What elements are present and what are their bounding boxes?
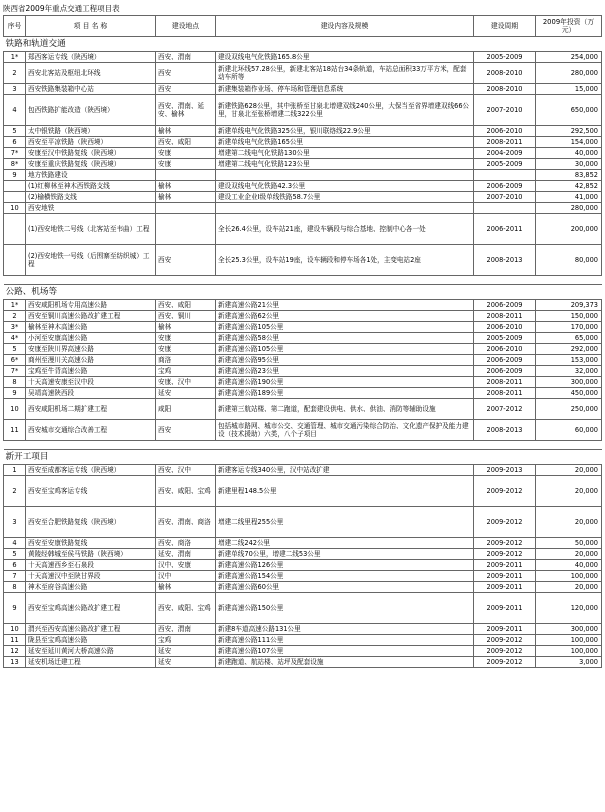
- project-place: 延安: [156, 657, 216, 668]
- project-content: 新建第三航站楼、第二跑道，配套建设供电、供水、供油、消防等辅助设施: [216, 399, 474, 420]
- project-period: 2008-2011: [474, 137, 536, 148]
- project-content: 新建高速公路23公里: [216, 366, 474, 377]
- project-period: 2005-2009: [474, 333, 536, 344]
- project-content: 新建高速公路150公里: [216, 593, 474, 624]
- project-period: 2006-2009: [474, 355, 536, 366]
- section-heading: 铁路和轨道交通: [4, 37, 602, 52]
- project-place: [156, 203, 216, 214]
- project-period: 2005-2009: [474, 52, 536, 63]
- project-investment: 280,000: [536, 203, 602, 214]
- project-name: 西安至宝鸡高速公路改扩建工程: [26, 593, 156, 624]
- row-number: 11: [4, 635, 26, 646]
- project-content: 全长25.3公里，设车站19座，设车辆段和停车场各1处，主变电站2座: [216, 245, 474, 276]
- project-investment: 60,000: [536, 420, 602, 441]
- project-place: 延安、渭南: [156, 549, 216, 560]
- table-row: [4, 635, 602, 646]
- project-period: 2008-2013: [474, 420, 536, 441]
- row-number: 5: [4, 549, 26, 560]
- row-number: 1*: [4, 300, 26, 311]
- project-place: 西安、渭南、商洛: [156, 507, 216, 538]
- project-investment: 280,000: [536, 63, 602, 84]
- project-place: 西安、咸阳、宝鸡: [156, 593, 216, 624]
- table-row: [4, 300, 602, 311]
- project-period: 2006-2009: [474, 181, 536, 192]
- section-heading-row: [4, 285, 602, 300]
- project-place: 安康: [156, 344, 216, 355]
- project-name: 吴靖高速陕西段: [26, 388, 156, 399]
- project-content: 新建单线电气化铁路325公里，银川联络线22.9公里: [216, 126, 474, 137]
- table-row: [4, 95, 602, 126]
- project-name: 十天高速安康至汉中段: [26, 377, 156, 388]
- row-number: 8*: [4, 159, 26, 170]
- project-content: 新建高速公路21公里: [216, 300, 474, 311]
- project-period: 2007-2012: [474, 399, 536, 420]
- project-place: 延安: [156, 646, 216, 657]
- table-row: [4, 476, 602, 507]
- project-period: 2009-2011: [474, 560, 536, 571]
- project-name: 神木至府谷高速公路: [26, 582, 156, 593]
- project-investment: 40,000: [536, 148, 602, 159]
- project-investment: 83,852: [536, 170, 602, 181]
- project-name: 黄陵经韩城至侯马铁路（陕西境）: [26, 549, 156, 560]
- project-name: 西安地铁: [26, 203, 156, 214]
- project-place: 西安: [156, 63, 216, 84]
- project-period: 2009-2012: [474, 549, 536, 560]
- project-content: 新建高速公路105公里: [216, 344, 474, 355]
- section-spacer: [4, 276, 602, 285]
- row-number: 2: [4, 63, 26, 84]
- project-period: 2005-2009: [474, 159, 536, 170]
- project-investment: 292,000: [536, 344, 602, 355]
- project-period: 2006-2010: [474, 344, 536, 355]
- project-content: 新建8车道高速公路131公里: [216, 624, 474, 635]
- table-row: [4, 549, 602, 560]
- project-content: 新建高速公路190公里: [216, 377, 474, 388]
- row-number: 6*: [4, 355, 26, 366]
- project-place: 榆林: [156, 322, 216, 333]
- project-name: 安康至重庆铁路复线（陕西境）: [26, 159, 156, 170]
- project-name: 西安至铜川高速公路改扩建工程: [26, 311, 156, 322]
- project-investment: 250,000: [536, 399, 602, 420]
- project-content: 新建高速公路95公里: [216, 355, 474, 366]
- project-content: 建设双线电气化铁路42.3公里: [216, 181, 474, 192]
- row-number: 7: [4, 571, 26, 582]
- project-name: 宝鸡至牛背高速公路: [26, 366, 156, 377]
- project-period: 2008-2011: [474, 377, 536, 388]
- project-name: 安康至陕川界高速公路: [26, 344, 156, 355]
- project-period: 2008-2010: [474, 84, 536, 95]
- row-number: [4, 214, 26, 245]
- project-content: 增建第二线电气化铁路123公里: [216, 159, 474, 170]
- project-investment: 65,000: [536, 333, 602, 344]
- project-content: 新建里程148.5公里: [216, 476, 474, 507]
- project-investment: 20,000: [536, 476, 602, 507]
- project-place: 西安、咸阳: [156, 300, 216, 311]
- table-row: [4, 245, 602, 276]
- project-name: 安康至汉中铁路复线（陕西境）: [26, 148, 156, 159]
- project-name: 延安机场迁建工程: [26, 657, 156, 668]
- project-name: (1)红柳林至神木西铁路支线: [26, 181, 156, 192]
- table-row: [4, 657, 602, 668]
- project-period: 2008-2010: [474, 63, 536, 84]
- row-number: 2: [4, 311, 26, 322]
- project-investment: 170,000: [536, 322, 602, 333]
- project-investment: 42,852: [536, 181, 602, 192]
- project-investment: 40,000: [536, 560, 602, 571]
- project-content: 新建高速公路111公里: [216, 635, 474, 646]
- project-investment: 15,000: [536, 84, 602, 95]
- project-place: 汉中: [156, 571, 216, 582]
- section-heading-row: [4, 450, 602, 465]
- project-place: 榆林: [156, 181, 216, 192]
- row-number: 6: [4, 137, 26, 148]
- project-investment: 153,000: [536, 355, 602, 366]
- project-content: 新建高速公路107公里: [216, 646, 474, 657]
- project-content: 新建高速公路60公里: [216, 582, 474, 593]
- project-period: 2009-2011: [474, 593, 536, 624]
- project-place: 安康: [156, 333, 216, 344]
- project-place: 西安、渭南、延安、榆林: [156, 95, 216, 126]
- project-period: 2006-2009: [474, 300, 536, 311]
- project-name: 西安咸阳机场专用高速公路: [26, 300, 156, 311]
- row-number: 10: [4, 624, 26, 635]
- project-content: 建设工业企业Ⅰ级单线铁路58.7公里: [216, 192, 474, 203]
- table-row: [4, 465, 602, 476]
- project-investment: 209,373: [536, 300, 602, 311]
- project-period: 2008-2011: [474, 388, 536, 399]
- project-place: 咸阳: [156, 399, 216, 420]
- project-place: 西安: [156, 420, 216, 441]
- project-name: 包西铁路扩能改造（陕西境）: [26, 95, 156, 126]
- project-name: 地方铁路建设: [26, 170, 156, 181]
- project-period: 2007-2010: [474, 95, 536, 126]
- project-name: (2)榆横铁路支线: [26, 192, 156, 203]
- row-number: [4, 245, 26, 276]
- project-name: 太中银铁路（陕西境）: [26, 126, 156, 137]
- project-investment: 254,000: [536, 52, 602, 63]
- table-row: [4, 52, 602, 63]
- project-content: 新建北环线57.28公里，新建北客站18站台34条轨道，车站总面积33万平方米，配套动车所等: [216, 63, 474, 84]
- row-number: 1: [4, 465, 26, 476]
- row-number: 3: [4, 507, 26, 538]
- project-content: 新建高速公路105公里: [216, 322, 474, 333]
- project-table: [3, 15, 602, 668]
- spacer-cell: [4, 276, 602, 285]
- table-row: [4, 366, 602, 377]
- project-place: 西安、渭南: [156, 624, 216, 635]
- table-row: [4, 181, 602, 192]
- row-number: 4: [4, 95, 26, 126]
- table-row: [4, 148, 602, 159]
- project-period: 2008-2013: [474, 245, 536, 276]
- project-content: 全长26.4公里，设车站21座，建设车辆段与综合基地、控制中心各一处: [216, 214, 474, 245]
- project-period: 2009-2011: [474, 571, 536, 582]
- project-place: 汉中、安康: [156, 560, 216, 571]
- project-place: 西安、咸阳、宝鸡: [156, 476, 216, 507]
- project-content: 新建高速公路58公里: [216, 333, 474, 344]
- project-place: 西安、汉中: [156, 465, 216, 476]
- col-header-no: 序号: [4, 16, 26, 37]
- row-number: 8: [4, 582, 26, 593]
- project-name: 郑西客运专线（陕西境）: [26, 52, 156, 63]
- project-investment: 120,000: [536, 593, 602, 624]
- project-place: 商洛: [156, 355, 216, 366]
- project-period: 2009-2012: [474, 538, 536, 549]
- project-investment: 41,000: [536, 192, 602, 203]
- project-period: 2009-2011: [474, 624, 536, 635]
- project-investment: 100,000: [536, 571, 602, 582]
- project-investment: 20,000: [536, 549, 602, 560]
- project-investment: 80,000: [536, 245, 602, 276]
- project-period: 2006-2009: [474, 366, 536, 377]
- project-name: 西安咸阳机场二期扩建工程: [26, 399, 156, 420]
- table-row: [4, 311, 602, 322]
- project-name: (1)西安地铁二号线（北客站至韦曲）工程: [26, 214, 156, 245]
- col-header-invest: 2009年投资（万元）: [536, 16, 602, 37]
- table-row: [4, 137, 602, 148]
- table-row: [4, 377, 602, 388]
- project-place: 西安: [156, 245, 216, 276]
- project-place: 西安: [156, 84, 216, 95]
- table-row: [4, 646, 602, 657]
- row-number: 3*: [4, 322, 26, 333]
- project-period: [474, 170, 536, 181]
- row-number: 10: [4, 203, 26, 214]
- project-content: 新建高速公路189公里: [216, 388, 474, 399]
- project-content: 新建高速公路154公里: [216, 571, 474, 582]
- project-name: 西安至合肥铁路复线（陕西境）: [26, 507, 156, 538]
- project-period: 2006-2011: [474, 214, 536, 245]
- row-number: 12: [4, 646, 26, 657]
- project-name: 渭兴至西安高速公路改扩建工程: [26, 624, 156, 635]
- project-content: 新建高速公路62公里: [216, 311, 474, 322]
- project-place: 延安: [156, 388, 216, 399]
- project-place: 安康、汉中: [156, 377, 216, 388]
- project-content: [216, 170, 474, 181]
- row-number: 10: [4, 399, 26, 420]
- project-name: 陇县至宝鸡高速公路: [26, 635, 156, 646]
- section-spacer: [4, 441, 602, 450]
- project-name: 小河至安康高速公路: [26, 333, 156, 344]
- project-content: 新建铁路628公里，其中张桥至甘泉北增建双线240公里，大保当至省界增建双线66公里，甘泉北至张桥增建二线322公里: [216, 95, 474, 126]
- project-place: 榆林: [156, 126, 216, 137]
- project-content: [216, 203, 474, 214]
- project-place: 西安、铜川: [156, 311, 216, 322]
- project-investment: 450,000: [536, 388, 602, 399]
- row-number: 9: [4, 388, 26, 399]
- project-place: 西安、商洛: [156, 538, 216, 549]
- project-investment: 20,000: [536, 582, 602, 593]
- table-row: [4, 214, 602, 245]
- table-row: [4, 507, 602, 538]
- table-row: [4, 192, 602, 203]
- project-investment: 150,000: [536, 311, 602, 322]
- table-body: [4, 37, 602, 668]
- row-number: 9: [4, 170, 26, 181]
- project-name: 西安至成都客运专线（陕西境）: [26, 465, 156, 476]
- project-place: 安康: [156, 159, 216, 170]
- project-period: 2008-2011: [474, 311, 536, 322]
- project-name: 榆林至神木高速公路: [26, 322, 156, 333]
- project-place: [156, 214, 216, 245]
- project-investment: 100,000: [536, 635, 602, 646]
- project-investment: 30,000: [536, 159, 602, 170]
- table-row: [4, 560, 602, 571]
- project-investment: 20,000: [536, 507, 602, 538]
- row-number: 3: [4, 84, 26, 95]
- col-header-period: 建设周期: [474, 16, 536, 37]
- project-content: 新建单线电气化铁路165公里: [216, 137, 474, 148]
- project-period: 2004-2009: [474, 148, 536, 159]
- project-name: 西安北客站及枢纽北环线: [26, 63, 156, 84]
- project-name: 西安铁路集装箱中心站: [26, 84, 156, 95]
- project-period: 2009-2012: [474, 507, 536, 538]
- project-place: 榆林: [156, 582, 216, 593]
- project-period: [474, 203, 536, 214]
- table-row: [4, 538, 602, 549]
- row-number: 4: [4, 538, 26, 549]
- row-number: 13: [4, 657, 26, 668]
- project-content: 新建客运专线340公里，汉中站改扩建: [216, 465, 474, 476]
- section-heading-row: [4, 37, 602, 52]
- row-number: 5: [4, 126, 26, 137]
- table-row: [4, 333, 602, 344]
- project-period: 2009-2013: [474, 465, 536, 476]
- project-content: 包括城市路网、城市公交、交通管理、城市交通污染综合防治、文化遗产保护及能力建设（技术援助）六类，八个子项目: [216, 420, 474, 441]
- project-place: 宝鸡: [156, 366, 216, 377]
- section-heading: 新开工项目: [4, 450, 602, 465]
- row-number: 7*: [4, 148, 26, 159]
- project-name: 十天高速西乡至石泉段: [26, 560, 156, 571]
- project-name: 延安至延川黄河大桥高速公路: [26, 646, 156, 657]
- col-header-name: 项 目 名 称: [26, 16, 156, 37]
- project-content: 建设双线电气化铁路165.8公里: [216, 52, 474, 63]
- table-row: [4, 399, 602, 420]
- project-period: 2009-2012: [474, 635, 536, 646]
- table-row: [4, 170, 602, 181]
- table-row: [4, 126, 602, 137]
- table-row: [4, 322, 602, 333]
- project-name: 西安城市交通综合改善工程: [26, 420, 156, 441]
- row-number: [4, 192, 26, 203]
- table-row: [4, 388, 602, 399]
- project-investment: 3,000: [536, 657, 602, 668]
- project-place: 安康: [156, 148, 216, 159]
- project-content: 增建二线里程255公里: [216, 507, 474, 538]
- row-number: [4, 181, 26, 192]
- spacer-cell: [4, 441, 602, 450]
- project-period: 2009-2012: [474, 657, 536, 668]
- table-row: [4, 420, 602, 441]
- project-place: 西安、咸阳: [156, 137, 216, 148]
- project-place: 西安、渭南: [156, 52, 216, 63]
- project-period: 2009-2011: [474, 582, 536, 593]
- project-place: 榆林: [156, 192, 216, 203]
- row-number: 7*: [4, 366, 26, 377]
- project-content: 增建二线242公里: [216, 538, 474, 549]
- row-number: 6: [4, 560, 26, 571]
- project-content: 新建跑道、航站楼、站坪及配套设施: [216, 657, 474, 668]
- table-title: 陕西省2009年重点交通工程项目表: [3, 4, 120, 13]
- section-heading: 公路、机场等: [4, 285, 602, 300]
- project-content: 增建第二线电气化铁路130公里: [216, 148, 474, 159]
- table-row: [4, 203, 602, 214]
- project-place: 宝鸡: [156, 635, 216, 646]
- table-row: [4, 344, 602, 355]
- project-investment: 300,000: [536, 624, 602, 635]
- project-investment: 154,000: [536, 137, 602, 148]
- row-number: 2: [4, 476, 26, 507]
- table-row: [4, 84, 602, 95]
- col-header-place: 建设地点: [156, 16, 216, 37]
- row-number: 8: [4, 377, 26, 388]
- project-investment: 200,000: [536, 214, 602, 245]
- table-row: [4, 355, 602, 366]
- table-row: [4, 571, 602, 582]
- col-header-content: 建设内容及规模: [216, 16, 474, 37]
- project-period: 2009-2012: [474, 476, 536, 507]
- project-investment: 100,000: [536, 646, 602, 657]
- project-name: 西安至宝鸡客运专线: [26, 476, 156, 507]
- project-period: 2006-2010: [474, 126, 536, 137]
- project-investment: 32,000: [536, 366, 602, 377]
- project-investment: 650,000: [536, 95, 602, 126]
- project-content: 新建单线70公里，增建二线53公里: [216, 549, 474, 560]
- project-investment: 50,000: [536, 538, 602, 549]
- project-name: 商州至漫川关高速公路: [26, 355, 156, 366]
- table-row: [4, 63, 602, 84]
- table-row: [4, 582, 602, 593]
- project-name: 十天高速汉中至陕甘界段: [26, 571, 156, 582]
- project-name: (2)西安地铁一号线（后围寨至纺织城）工程: [26, 245, 156, 276]
- row-number: 1*: [4, 52, 26, 63]
- table-row: [4, 159, 602, 170]
- table-row: [4, 624, 602, 635]
- project-investment: 300,000: [536, 377, 602, 388]
- row-number: 9: [4, 593, 26, 624]
- project-period: 2009-2012: [474, 646, 536, 657]
- project-investment: 20,000: [536, 465, 602, 476]
- table-row: [4, 593, 602, 624]
- project-investment: 292,500: [536, 126, 602, 137]
- project-name: 西安至安康铁路复线: [26, 538, 156, 549]
- project-content: 新建高速公路126公里: [216, 560, 474, 571]
- header-row: [4, 16, 602, 37]
- row-number: 4*: [4, 333, 26, 344]
- row-number: 11: [4, 420, 26, 441]
- project-period: 2007-2010: [474, 192, 536, 203]
- project-content: 新建集装箱作业场、停车场和管理信息系统: [216, 84, 474, 95]
- project-place: [156, 170, 216, 181]
- row-number: 5: [4, 344, 26, 355]
- project-name: 西安至平凉铁路（陕西境）: [26, 137, 156, 148]
- project-period: 2006-2010: [474, 322, 536, 333]
